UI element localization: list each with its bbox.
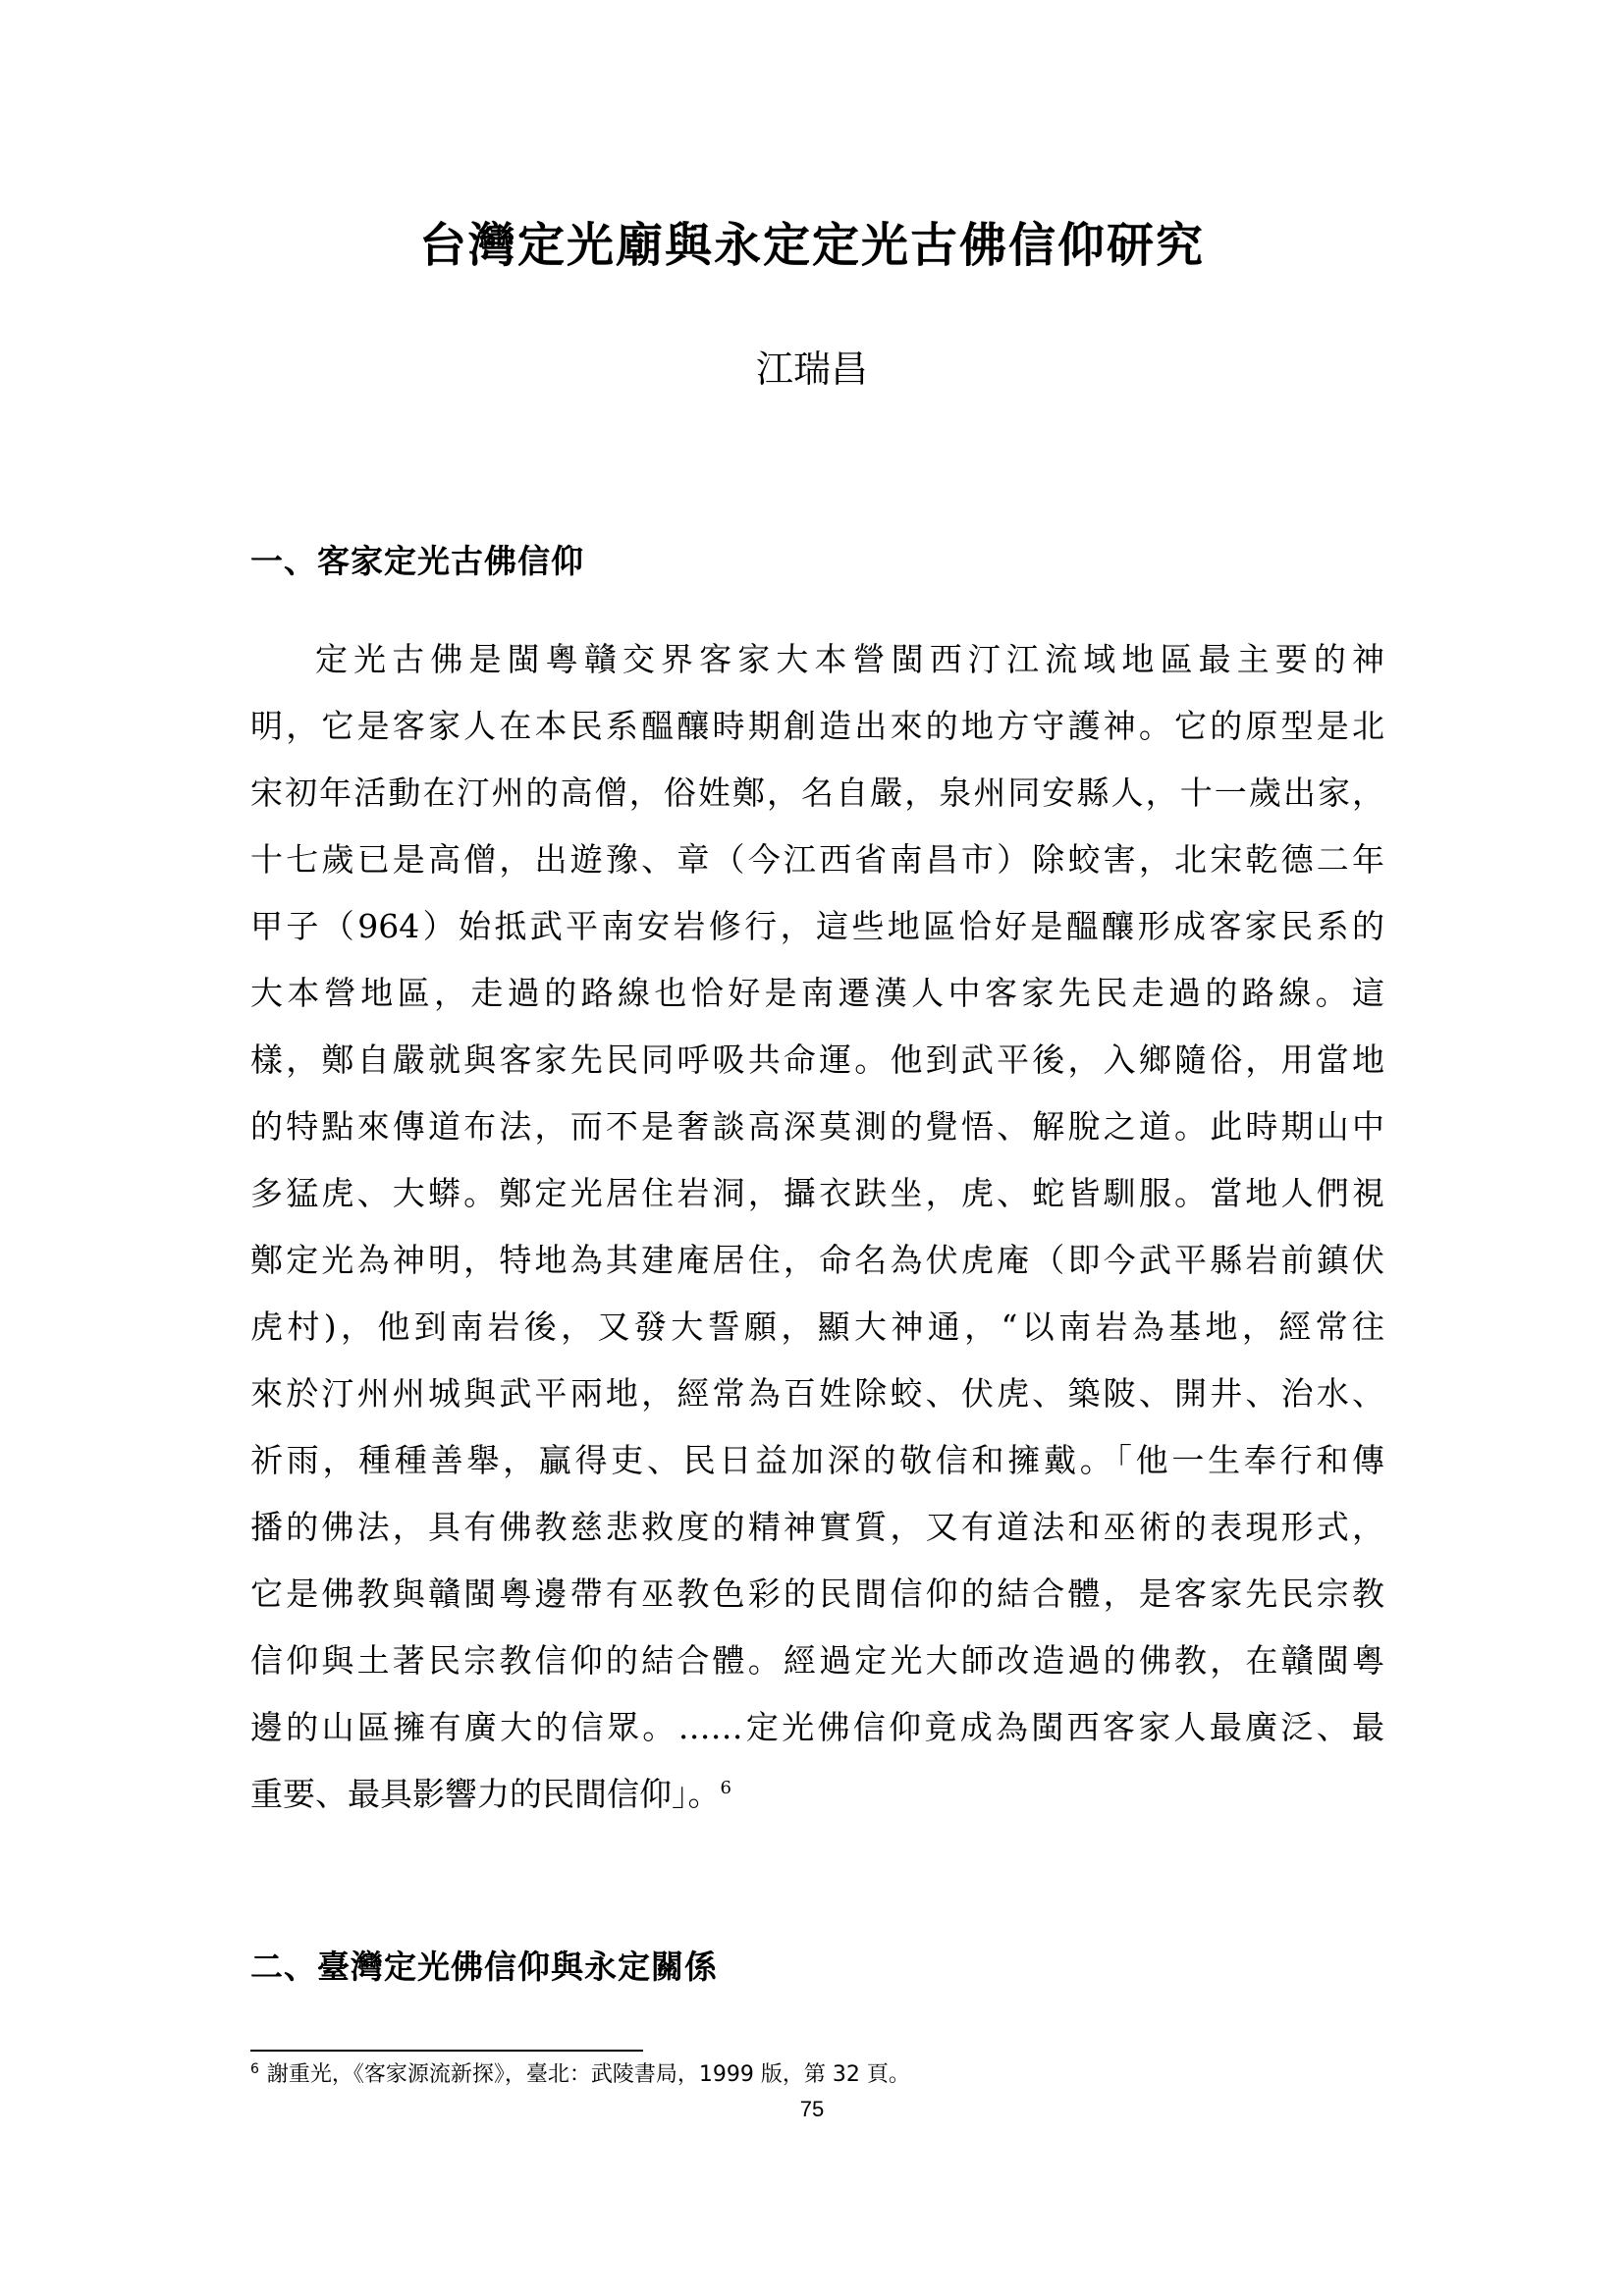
- author-name: 江瑞昌: [755, 347, 868, 391]
- paragraph-line: 邊的山區擁有廣大的信眾。……定光佛信仰竟成為閩西客家人最廣泛、最: [250, 1708, 1384, 1746]
- paragraph-line: 虎村)，他到南岩後，又發大誓願，顯大神通，“以南岩為基地，經常往: [250, 1308, 1384, 1346]
- paragraph-line: 鄭定光為神明，特地為其建庵居住，命名為伏虎庵（即今武平縣岩前鎮伏: [250, 1241, 1384, 1279]
- paragraph-line: 祈雨，種種善舉，贏得吏、民日益加深的敬信和擁戴。｢他一生奉行和傳: [250, 1441, 1384, 1479]
- paragraph-line: 它是佛教與贛閩粵邊帶有巫教色彩的民間信仰的結合體，是客家先民宗教: [250, 1575, 1384, 1613]
- footnote: [250, 2058, 910, 2092]
- document-title: 台灣定光廟與永定定光古佛信仰研究: [418, 218, 1205, 273]
- section-heading-2: 二、臺灣定光佛信仰與永定關係: [250, 1948, 718, 1986]
- paragraph-line: 宋初年活動在汀州的高僧，俗姓鄭，名自嚴，泉州同安縣人，十一歲出家，: [250, 774, 1384, 812]
- footnote-text: 謝重光，《客家源流新探》，臺北：武陵書局，1999 版，第 32 頁。: [266, 2062, 910, 2087]
- page-number: 75: [799, 2097, 825, 2121]
- paragraph-line: 的特點來傳道布法，而不是奢談高深莫測的覺悟、解脫之道。此時期山中: [250, 1107, 1384, 1146]
- paragraph-line: 信仰與土著民宗教信仰的結合體。經過定光大師改造過的佛教，在贛閩粵: [250, 1641, 1384, 1680]
- footnote-divider: [250, 2050, 643, 2052]
- footnote-marker: 6: [250, 2060, 259, 2077]
- paragraph-line: 來於汀州州城與武平兩地，經常為百姓除蛟、伏虎、築陂、開井、治水、: [250, 1374, 1384, 1413]
- paragraph-line: 大本營地區，走過的路線也恰好是南遷漢人中客家先民走過的路線。這: [250, 974, 1384, 1012]
- paragraph-line: 甲子（964）始抵武平南安岩修行，這些地區恰好是醞釀形成客家民系的: [250, 907, 1384, 945]
- paragraph-line: 明，它是客家人在本民系醞釀時期創造出來的地方守護神。它的原型是北: [250, 707, 1384, 745]
- paragraph-line: 十七歲已是高僧，出遊豫、章（今江西省南昌市）除蛟害，北宋乾德二年: [250, 840, 1384, 879]
- paragraph-line-text: 重要、最具影響力的民間信仰」。: [250, 1775, 721, 1813]
- paragraph-line: 多猛虎、大蟒。鄭定光居住岩洞，攝衣趺坐，虎、蛇皆馴服。當地人們視: [250, 1174, 1384, 1212]
- paragraph-line: 定光古佛是閩粵贛交界客家大本營閩西汀江流域地區最主要的神: [315, 640, 1384, 678]
- paragraph-line: 樣，鄭自嚴就與客家先民同呼吸共命運。他到武平後，入鄉隨俗，用當地: [250, 1041, 1384, 1079]
- paragraph-last-line: [250, 1761, 1384, 1828]
- footnote-reference[interactable]: 6: [720, 1778, 731, 1798]
- paragraph-line: 播的佛法，具有佛教慈悲救度的精神實質，又有道法和巫術的表現形式，: [250, 1508, 1384, 1546]
- section-1-paragraph: [250, 626, 1384, 1828]
- section-heading-1: 一、客家定光古佛信仰: [250, 542, 584, 580]
